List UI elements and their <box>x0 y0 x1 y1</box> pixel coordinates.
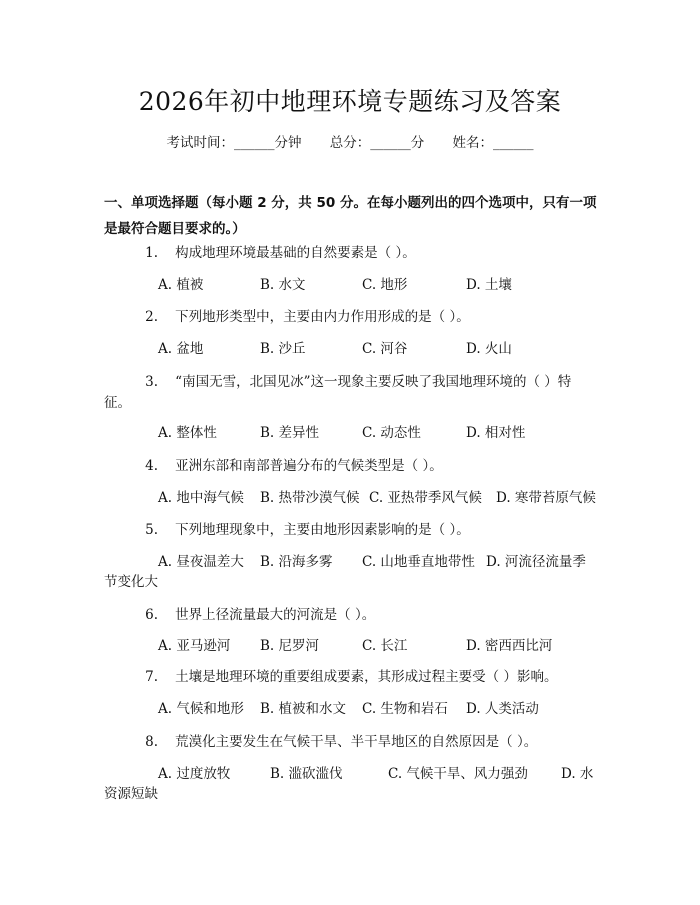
option-c: C. 地形 <box>362 277 408 293</box>
option-a: A. 盆地 <box>158 341 204 357</box>
option-a: A. 过度放牧 <box>158 766 231 782</box>
option-a: A. 地中海气候 <box>158 490 244 506</box>
option-a: A. 植被 <box>158 277 204 293</box>
option-c: C. 动态性 <box>362 425 421 441</box>
option-d: D. 寒带苔原气候 <box>496 490 596 506</box>
option-d: D. 水 <box>561 766 594 782</box>
question-number: 4. <box>145 458 158 474</box>
option-b: B. 沿海多雾 <box>260 554 333 570</box>
question-text: 荒漠化主要发生在气候干旱、半干旱地区的自然原因是（ ）。 <box>175 734 538 750</box>
option-a: A. 气候和地形 <box>158 701 244 717</box>
question-text: 世界上径流量最大的河流是（ ）。 <box>175 607 376 623</box>
question-text: 下列地理现象中，主要由地形因素影响的是（ ）。 <box>175 522 470 538</box>
exam-meta <box>0 131 700 151</box>
question-number: 5. <box>145 522 158 538</box>
question <box>104 603 604 627</box>
question-text: 构成地理环境最基础的自然要素是（ ）。 <box>175 245 416 261</box>
question <box>104 454 604 478</box>
name-field: 姓名：______ <box>452 135 534 151</box>
question-number: 8. <box>145 734 158 750</box>
option-c: C. 长江 <box>362 638 408 654</box>
option-d: D. 密西西比河 <box>466 638 553 654</box>
question <box>104 305 604 329</box>
option-b: B. 植被和水文 <box>260 701 347 717</box>
option-b: B. 水文 <box>260 277 306 293</box>
option-b: B. 滥砍滥伐 <box>270 766 343 782</box>
option-c: C. 生物和岩石 <box>362 701 448 717</box>
question-text: 亚洲东部和南部普遍分布的气候类型是（ ）。 <box>175 458 443 474</box>
total-score-field: 总分：______分 <box>329 135 425 151</box>
option-c: C. 气候干旱、风力强劲 <box>388 766 528 782</box>
option-d: D. 人类活动 <box>466 701 539 717</box>
page-title: 2026年初中地理环境专题练习及答案 <box>138 87 562 116</box>
option-c: C. 亚热带季风气候 <box>369 490 482 506</box>
question-number: 7. <box>145 669 158 685</box>
option-c: C. 山地垂直地带性 <box>362 554 475 570</box>
question-number: 3. <box>145 374 158 390</box>
question <box>104 518 604 542</box>
question-text-continued: 征。 <box>104 395 131 411</box>
option-c: C. 河谷 <box>362 341 408 357</box>
option-d: D. 土壤 <box>466 277 512 293</box>
question <box>104 730 604 754</box>
option-b: B. 热带沙漠气候 <box>260 490 360 506</box>
question-text: 土壤是地理环境的重要组成要素，其形成过程主要受（ ）影响。 <box>175 669 558 685</box>
question-number: 2. <box>145 309 158 325</box>
question-text: “南国无雪，北国见冰”这一现象主要反映了我国地理环境的（ ）特 <box>175 374 572 390</box>
question-text: 下列地形类型中，主要由内力作用形成的是（ ）。 <box>175 309 470 325</box>
option-d: D. 河流径流量季 <box>486 554 586 570</box>
option-a: A. 昼夜温差大 <box>158 554 244 570</box>
option-b: B. 差异性 <box>260 425 320 441</box>
option-b: B. 尼罗河 <box>260 638 320 654</box>
option-text-continued: 资源短缺 <box>104 786 158 802</box>
option-b: B. 沙丘 <box>260 341 306 357</box>
exam-time-field: 考试时间：______分钟 <box>166 135 302 151</box>
option-a: A. 整体性 <box>158 425 217 441</box>
option-d: D. 相对性 <box>466 425 526 441</box>
question-number: 6. <box>145 607 158 623</box>
option-d: D. 火山 <box>466 341 512 357</box>
option-a: A. 亚马逊河 <box>158 638 231 654</box>
option-text-continued: 节变化大 <box>104 574 158 590</box>
question <box>104 665 604 689</box>
section-heading: 一、单项选择题（每小题 2 分，共 50 分。在每小题列出的四个选项中，只有一项是最符合题目要求的。） <box>104 195 597 237</box>
question <box>104 241 604 265</box>
question-number: 1. <box>145 245 158 261</box>
